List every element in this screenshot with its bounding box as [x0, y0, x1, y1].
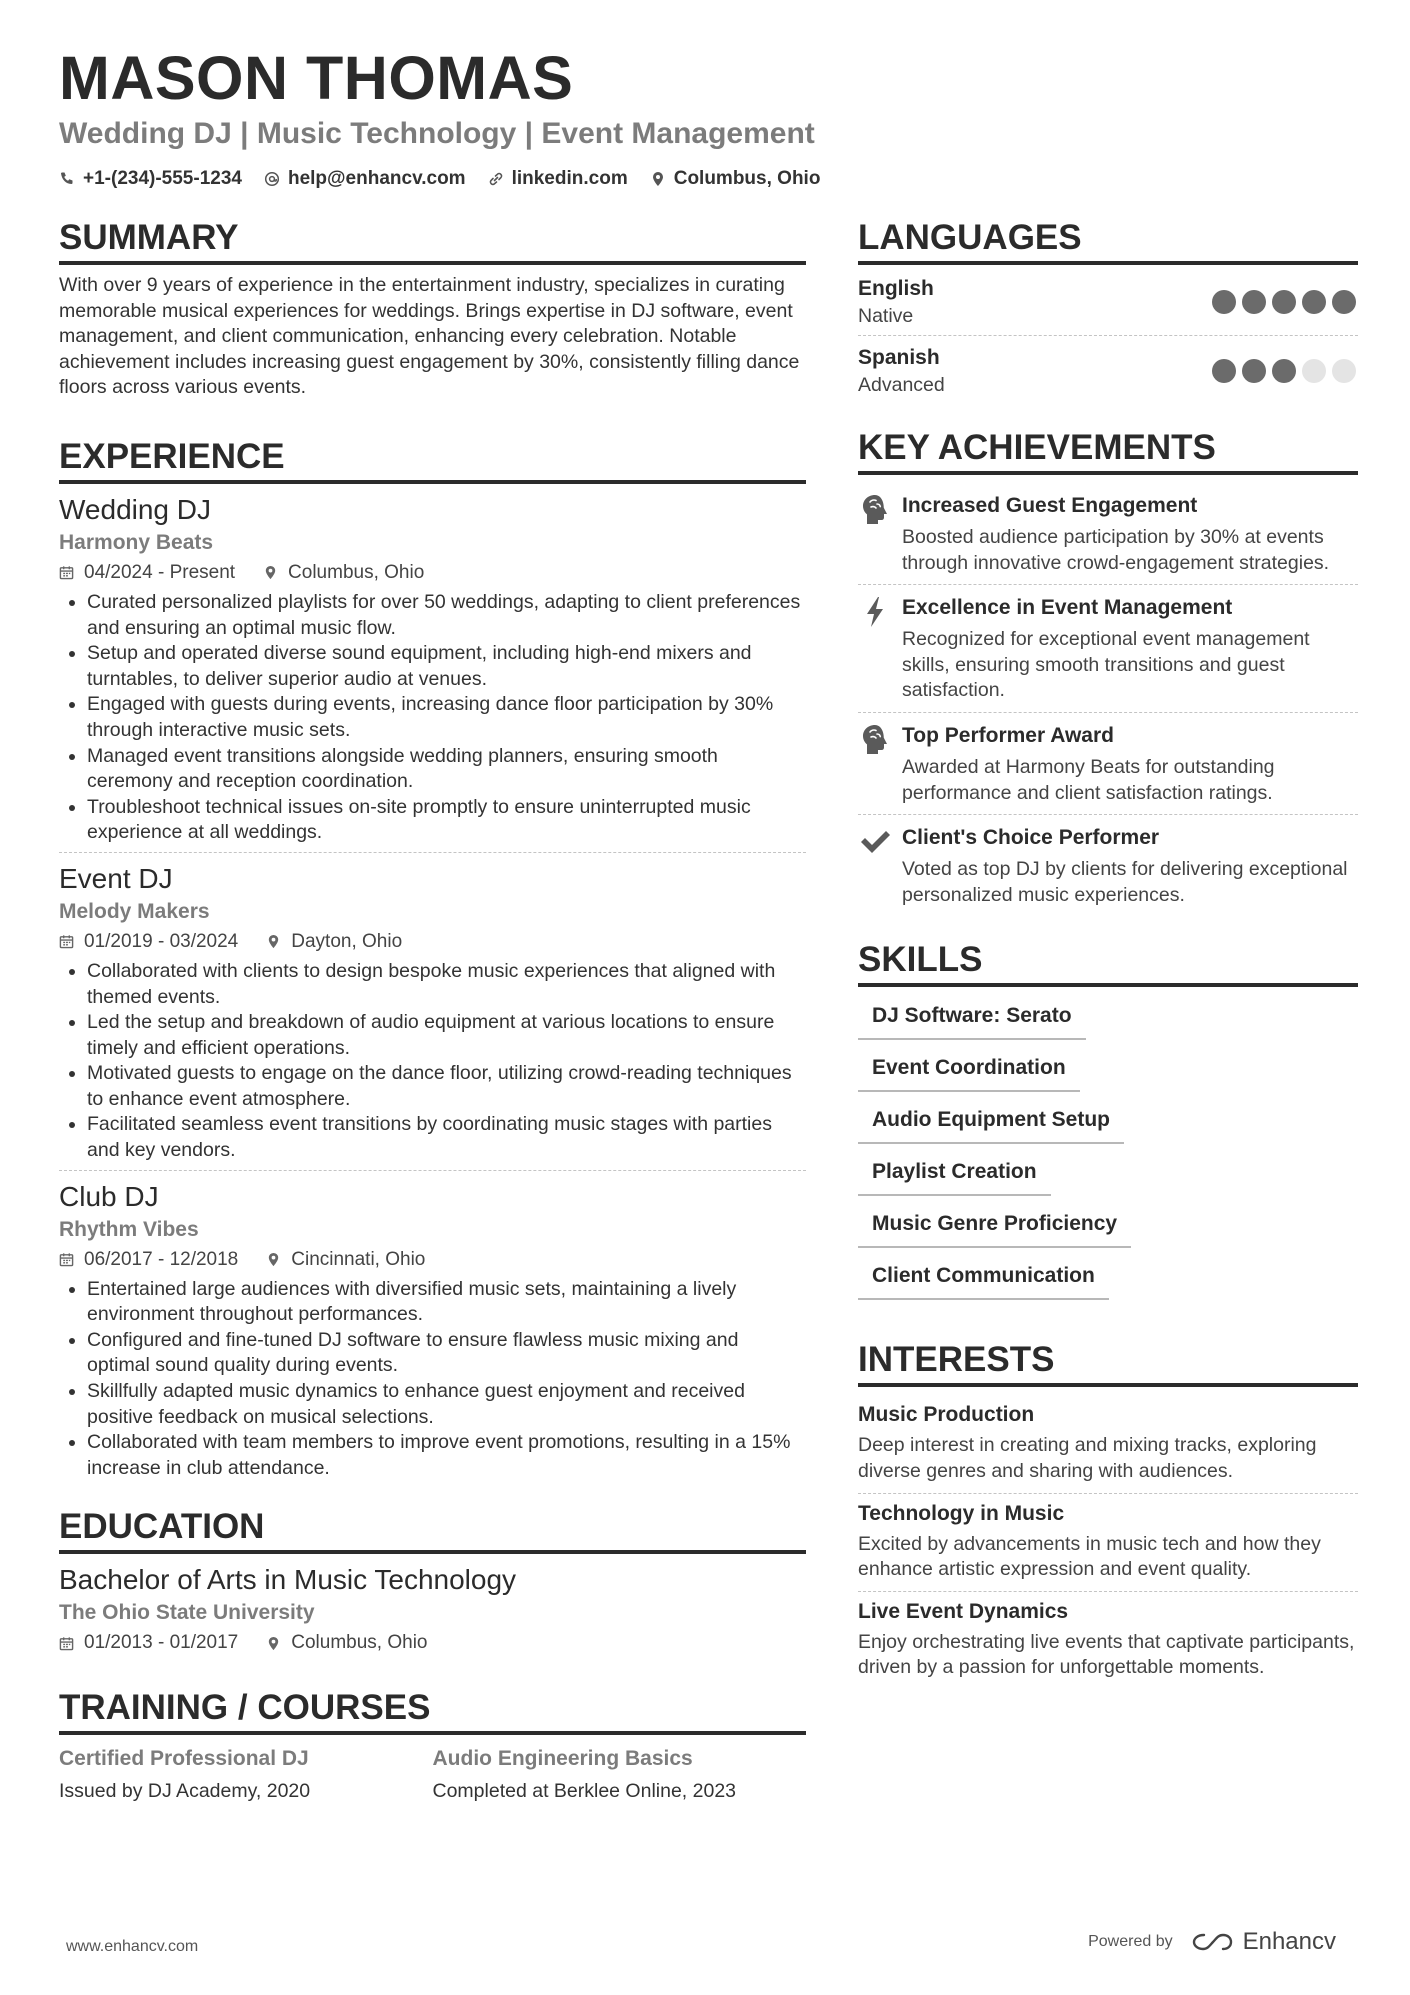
job-dates: 06/2017 - 12/2018	[84, 1248, 239, 1270]
language-item	[858, 273, 1358, 336]
interests-heading: INTERESTS	[858, 1338, 1358, 1387]
location-pin-icon	[266, 1252, 281, 1267]
header	[59, 42, 1359, 190]
course-title: Audio Engineering Basics	[432, 1747, 693, 1771]
job-bullet: • Engaged with guests during events, increasing dance floor participation by 30% through interactive music sets.	[87, 692, 806, 743]
interest-desc: Excited by advancements in music tech and how they enhance artistic expression and event quality.	[858, 1532, 1321, 1581]
job-entry	[59, 492, 806, 853]
skill-tag: Audio Equipment Setup	[858, 1105, 1124, 1144]
achievement-desc: Recognized for exceptional event management skills, ensuring smooth transitions and guest satisfaction.	[902, 628, 1310, 702]
calendar-icon	[59, 565, 74, 580]
experience-section	[59, 435, 806, 1487]
language-level: Native	[858, 305, 914, 327]
education-meta	[59, 1628, 806, 1658]
course-item	[433, 1743, 807, 1807]
job-meta	[59, 1245, 806, 1275]
summary-heading: SUMMARY	[59, 216, 806, 265]
education-heading: EDUCATION	[59, 1505, 806, 1554]
contact-location	[650, 168, 821, 190]
job-bullets	[59, 959, 806, 1164]
education-location	[266, 1628, 427, 1658]
head-icon	[858, 493, 892, 527]
achievement-title: Top Performer Award	[902, 723, 1114, 747]
job-bullet: • Troubleshoot technical issues on-site promptly to ensure uninterrupted music experience at all weddings.	[87, 795, 806, 846]
job-meta	[59, 558, 806, 588]
language-rating	[1212, 290, 1356, 314]
email-text: help@enhancv.com	[287, 168, 466, 189]
job-meta	[59, 927, 806, 957]
job-location	[266, 927, 402, 957]
candidate-title: Wedding DJ | Music Technology | Event Management	[59, 117, 815, 150]
skills-heading: SKILLS	[858, 938, 1358, 987]
course-desc: Completed at Berklee Online, 2023	[432, 1780, 737, 1803]
footer-website[interactable]: www.enhancv.com	[66, 1938, 199, 1955]
job-bullet: • Entertained large audiences with diversified music sets, maintaining a lively environment throughout performances.	[87, 1277, 806, 1328]
link-icon	[488, 171, 504, 187]
contact-linkedin[interactable]	[488, 168, 628, 190]
job-bullets	[59, 590, 806, 846]
rating-dot-empty	[1302, 359, 1326, 383]
achievement-title: Client's Choice Performer	[902, 826, 1160, 850]
education-location-text: Columbus, Ohio	[291, 1632, 428, 1654]
training-heading: TRAINING / COURSES	[59, 1686, 806, 1735]
job-location-text: Cincinnati, Ohio	[291, 1248, 426, 1270]
rating-dot-empty	[1332, 359, 1356, 383]
job-bullet: • Curated personalized playlists for over 50 weddings, adapting to client preferences and ensuring an optimal music flow.	[87, 590, 806, 641]
job-entry	[59, 1179, 806, 1488]
job-location-text: Dayton, Ohio	[291, 930, 403, 952]
job-dates: 04/2024 - Present	[84, 561, 236, 583]
skill-list	[858, 1001, 1358, 1300]
achievements-heading: KEY ACHIEVEMENTS	[858, 426, 1358, 475]
skill-tag: Client Communication	[858, 1261, 1109, 1300]
experience-heading: EXPERIENCE	[59, 435, 806, 484]
job-bullet: • Collaborated with clients to design bespoke music experiences that aligned with themed events.	[87, 959, 806, 1010]
summary-text: With over 9 years of experience in the entertainment industry, specializes in curating memorable musical experiences for weddings. Brings expertise in DJ software, event management, and client communication, enhancing every celebration. Notable achievement includes increasing guest engagement by 30%, consistently filling dance floors across various events.	[59, 274, 800, 399]
job-title: Club DJ	[59, 1180, 159, 1212]
job-dates: 01/2019 - 03/2024	[84, 930, 239, 952]
skill-tag: DJ Software: Serato	[858, 1001, 1086, 1040]
skill-tag: Event Coordination	[858, 1053, 1080, 1092]
languages-section	[858, 216, 1358, 404]
location-pin-icon	[263, 565, 278, 580]
enhancv-logo-icon	[1191, 1931, 1235, 1953]
job-bullet: • Led the setup and breakdown of audio equipment at various locations to ensure timely and efficient operations.	[87, 1010, 806, 1061]
footer-branding	[1088, 1928, 1336, 1956]
job-bullet: • Setup and operated diverse sound equipment, including high-end mixers and turntables, to deliver superior audio at venues.	[87, 641, 806, 692]
brand-text: Enhancv	[1242, 1928, 1336, 1955]
education-dates: 01/2013 - 01/2017	[84, 1632, 239, 1654]
enhancv-logo[interactable]	[1191, 1928, 1336, 1956]
phone-icon	[59, 171, 75, 187]
right-column	[858, 216, 1358, 1689]
calendar-icon	[59, 1636, 74, 1651]
job-bullet: • Collaborated with team members to improve event promotions, resulting in a 15% increase in club attendance.	[87, 1430, 806, 1481]
lightning-icon	[858, 595, 892, 629]
course-title: Certified Professional DJ	[59, 1747, 309, 1771]
training-section	[59, 1686, 806, 1807]
powered-by-text: Powered by	[1088, 1933, 1173, 1950]
left-column	[59, 216, 806, 1807]
rating-dot-filled	[1272, 290, 1296, 314]
calendar-icon	[59, 1252, 74, 1267]
interest-desc: Enjoy orchestrating live events that captivate participants, driven by a passion for unforgettable moments.	[858, 1630, 1355, 1679]
linkedin-text: linkedin.com	[511, 168, 628, 189]
interests-section	[858, 1338, 1358, 1689]
contact-bar	[59, 168, 1359, 190]
achievement-item	[858, 585, 1358, 713]
job-bullet: • Managed event transitions alongside wedding planners, ensuring smooth ceremony and reception coordination.	[87, 744, 806, 795]
course-item	[59, 1743, 433, 1807]
achievement-title: Increased Guest Engagement	[902, 494, 1198, 517]
interest-title: Technology in Music	[858, 1501, 1065, 1525]
rating-dot-filled	[1242, 290, 1266, 314]
achievements-section	[858, 426, 1358, 916]
job-title: Wedding DJ	[59, 493, 212, 525]
interest-desc: Deep interest in creating and mixing tracks, exploring diverse genres and sharing with audiences.	[858, 1434, 1317, 1482]
location-text: Columbus, Ohio	[673, 168, 821, 189]
job-location	[263, 558, 424, 588]
contact-phone[interactable]	[59, 168, 242, 190]
achievement-title: Excellence in Event Management	[902, 596, 1233, 620]
education-section	[59, 1505, 806, 1658]
school-name: The Ohio State University	[59, 1601, 315, 1625]
rating-dot-filled	[1272, 359, 1296, 383]
skills-section	[858, 938, 1358, 1300]
achievement-item	[858, 713, 1358, 815]
location-pin-icon	[266, 934, 281, 949]
job-title: Event DJ	[59, 862, 173, 894]
company-name: Rhythm Vibes	[59, 1217, 199, 1241]
job-bullet: • Facilitated seamless event transitions by coordinating music stages with parties and key vendors.	[87, 1112, 806, 1163]
language-item	[858, 342, 1358, 404]
at-icon	[264, 171, 280, 187]
skill-tag: Music Genre Proficiency	[858, 1209, 1131, 1248]
job-bullet: • Motivated guests to engage on the dance floor, utilizing crowd-reading techniques to enhance event atmosphere.	[87, 1061, 806, 1112]
course-desc: Issued by DJ Academy, 2020	[59, 1780, 311, 1803]
rating-dot-filled	[1332, 290, 1356, 314]
achievement-desc: Awarded at Harmony Beats for outstanding performance and client satisfaction ratings.	[902, 755, 1275, 804]
interest-item	[858, 1395, 1358, 1493]
company-name: Harmony Beats	[59, 530, 214, 554]
achievement-item	[858, 483, 1358, 585]
language-name: Spanish	[858, 346, 940, 369]
location-pin-icon	[650, 171, 666, 187]
interest-title: Music Production	[858, 1403, 1035, 1427]
rating-dot-filled	[1212, 359, 1236, 383]
language-level: Advanced	[858, 374, 945, 396]
interest-title: Live Event Dynamics	[858, 1599, 1069, 1623]
achievement-desc: Boosted audience participation by 30% at events through innovative crowd-engagement strategies.	[902, 526, 1330, 574]
achievement-item	[858, 815, 1358, 916]
rating-dot-filled	[1212, 290, 1236, 314]
location-pin-icon	[266, 1636, 281, 1651]
language-rating	[1212, 359, 1356, 383]
job-bullet: • Skillfully adapted music dynamics to enhance guest enjoyment and received positive feedback on musical selections.	[87, 1379, 806, 1430]
skill-tag: Playlist Creation	[858, 1157, 1051, 1196]
job-location-text: Columbus, Ohio	[288, 561, 425, 583]
languages-heading: LANGUAGES	[858, 216, 1358, 265]
summary-section	[59, 216, 806, 401]
achievement-desc: Voted as top DJ by clients for delivering exceptional personalized music experiences.	[902, 858, 1348, 906]
candidate-name: MASON THOMAS	[59, 44, 574, 112]
head-icon	[858, 723, 892, 757]
degree-title: Bachelor of Arts in Music Technology	[59, 1564, 517, 1596]
job-location	[266, 1245, 425, 1275]
phone-text: +1-(234)-555-1234	[83, 168, 242, 189]
job-bullets	[59, 1277, 806, 1482]
job-entry	[59, 861, 806, 1171]
language-name: English	[858, 277, 934, 300]
company-name: Melody Makers	[59, 899, 210, 923]
contact-email[interactable]	[264, 168, 466, 190]
course-list	[59, 1743, 806, 1807]
checkmark-icon	[858, 825, 892, 859]
interest-item	[858, 1592, 1358, 1689]
calendar-icon	[59, 934, 74, 949]
job-bullet: • Configured and fine-tuned DJ software to ensure flawless music mixing and optimal sound quality during events.	[87, 1328, 806, 1379]
rating-dot-filled	[1242, 359, 1266, 383]
rating-dot-filled	[1302, 290, 1326, 314]
interest-item	[858, 1494, 1358, 1592]
